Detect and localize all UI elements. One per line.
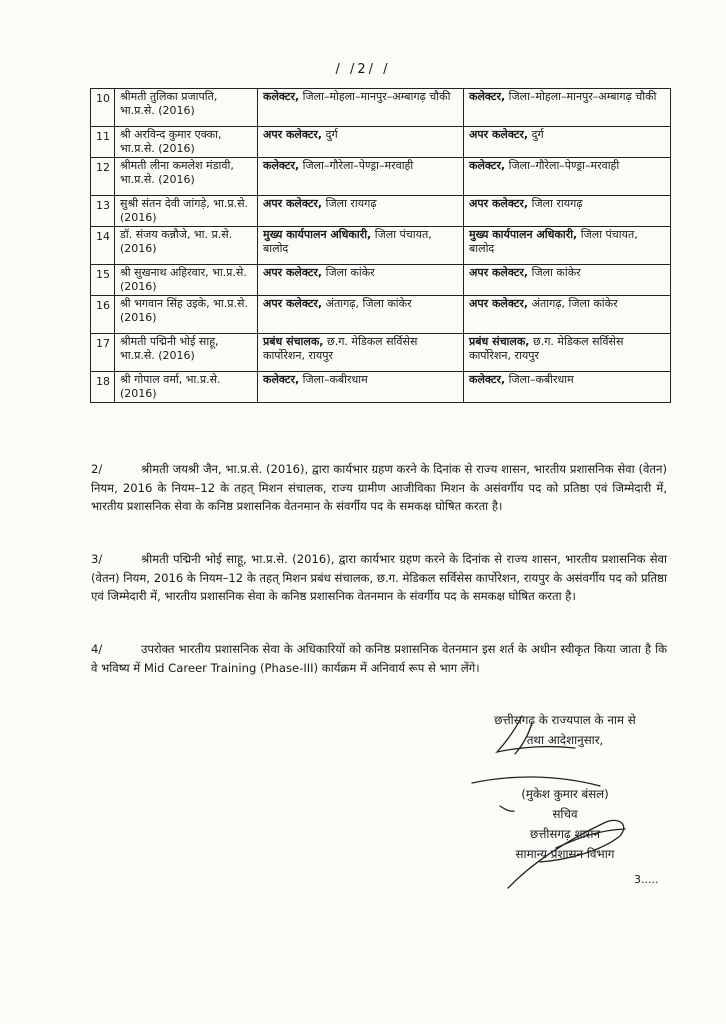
table-row bbox=[91, 127, 671, 158]
cell-text: 13 bbox=[96, 199, 110, 212]
serial-number-cell bbox=[91, 158, 115, 196]
cell-text: जिला रायगढ़ bbox=[325, 197, 377, 210]
cell-text: जिला–कबीरधाम bbox=[302, 373, 368, 386]
cell-text: सुश्री संतन देवी जांगड़े, भा.प्र.से. (2016) bbox=[120, 197, 249, 224]
new-post-cell bbox=[464, 296, 671, 334]
signatory-designation: सचिव bbox=[552, 807, 578, 821]
new-post-cell bbox=[464, 334, 671, 372]
table-row bbox=[91, 372, 671, 403]
officer-name-cell bbox=[115, 158, 258, 196]
current-post-cell bbox=[258, 296, 464, 334]
current-post-cell bbox=[258, 89, 464, 127]
cell-text: 10 bbox=[96, 92, 110, 105]
post-title: कलेक्टर, bbox=[263, 90, 300, 103]
government-name: छत्तीसगढ़ शासन bbox=[529, 827, 601, 841]
paragraph-text: श्रीमती पद्मिनी भोई साहू, भा.प्र.से. (2016), द्वारा कार्यभार ग्रहण करने के दिनांक से राज्य शासन, भारतीय प्रशासनिक सेवा (वेतन) नियम, 2016 के नियम–12 के तहत् मिशन प्रबंध संचालक, छ.ग. मेडिकल सर्विसेस कार्पोरेशन, रायपुर के असंवर्गीय पद को प्रतिष्ठा एवं जिम्मेदारी में, भारतीय प्रशासनिक सेवा के कनिष्ठ प्रशासनिक वेतनमान के संवर्गीय पद के समकक्ष घोषित करता है। bbox=[91, 552, 667, 603]
current-post-cell bbox=[258, 265, 464, 296]
cell-text: 18 bbox=[96, 375, 110, 388]
new-post-cell bbox=[464, 89, 671, 127]
cell-text: छ.ग. मेडिकल सर्विसेस कार्पोरेशन, रायपुर bbox=[263, 335, 418, 362]
serial-number-cell bbox=[91, 196, 115, 227]
cell-text: श्रीमती तुलिका प्रजापति, भा.प्र.से. (2016) bbox=[120, 90, 218, 117]
paragraph-3 bbox=[91, 550, 667, 606]
serial-number-cell bbox=[91, 296, 115, 334]
signature-block bbox=[440, 710, 690, 864]
post-title: मुख्य कार्यपालन अधिकारी, bbox=[263, 228, 372, 241]
cell-text: जिला–गौरेला–पेण्ड्रा–मरवाही bbox=[508, 159, 620, 172]
table-row bbox=[91, 89, 671, 127]
cell-text: 12 bbox=[96, 161, 110, 174]
current-post-cell bbox=[258, 127, 464, 158]
cell-text: जिला कांकेर bbox=[531, 266, 581, 279]
cell-text: श्री भगवान सिंह उइके, भा.प्र.से. (2016) bbox=[120, 297, 248, 324]
post-title: कलेक्टर, bbox=[469, 90, 506, 103]
paragraph-text: उपरोक्त भारतीय प्रशासनिक सेवा के अधिकारियों को कनिष्ठ प्रशासनिक वेतनमान इस शर्त के अधीन स्वीकृत किया जाता है कि वे भविष्य में Mid Career Training (Phase-III) कार्यक्रम में अनिवार्य रूप से भाग लेंगे। bbox=[91, 642, 667, 675]
cell-text: 17 bbox=[96, 337, 110, 350]
post-title: अपर कलेक्टर, bbox=[263, 197, 323, 210]
current-post-cell bbox=[258, 158, 464, 196]
post-title: प्रबंध संचालक, bbox=[263, 335, 324, 348]
officer-name-cell bbox=[115, 334, 258, 372]
paragraph-4 bbox=[91, 640, 667, 677]
officer-name-cell bbox=[115, 227, 258, 265]
cell-text: जिला–मोहला–मानपुर–अम्बागढ़ चौकी bbox=[302, 90, 451, 103]
department-name: सामान्य प्रशासन विभाग bbox=[515, 847, 615, 861]
paragraph-number: 4/ bbox=[91, 642, 103, 656]
post-title: मुख्य कार्यपालन अधिकारी, bbox=[469, 228, 578, 241]
cell-text: श्रीमती लीना कमलेश मंडावी, भा.प्र.से. (2016) bbox=[120, 159, 234, 186]
cell-text: श्री गोपाल वर्मा, भा.प्र.से. (2016) bbox=[120, 373, 221, 400]
current-post-cell bbox=[258, 372, 464, 403]
page-number: / /2/ / bbox=[335, 62, 391, 77]
cell-text: 15 bbox=[96, 268, 110, 281]
cell-text: छ.ग. मेडिकल सर्विसेस कार्पोरेशन, रायपुर bbox=[469, 335, 624, 362]
officer-name-cell bbox=[115, 127, 258, 158]
post-title: प्रबंध संचालक, bbox=[469, 335, 530, 348]
new-post-cell bbox=[464, 227, 671, 265]
paragraph-number: 3/ bbox=[91, 552, 103, 566]
cell-text: जिला रायगढ़ bbox=[531, 197, 583, 210]
new-post-cell bbox=[464, 196, 671, 227]
new-post-cell bbox=[464, 158, 671, 196]
current-post-cell bbox=[258, 196, 464, 227]
cell-text: श्रीमती पद्मिनी भोई साहू, भा.प्र.से. (2016) bbox=[120, 335, 219, 362]
cell-text: जिला–गौरेला–पेण्ड्रा–मरवाही bbox=[302, 159, 414, 172]
table-row bbox=[91, 227, 671, 265]
current-post-cell bbox=[258, 334, 464, 372]
cell-text: श्री अरविन्द कुमार एक्का, भा.प्र.से. (2016) bbox=[120, 128, 222, 155]
officer-transfer-table bbox=[90, 88, 671, 403]
post-title: अपर कलेक्टर, bbox=[263, 266, 323, 279]
officer-name-cell bbox=[115, 196, 258, 227]
paragraph-number: 2/ bbox=[91, 462, 103, 476]
next-page-marker: 3..... bbox=[634, 873, 659, 886]
serial-number-cell bbox=[91, 334, 115, 372]
table-row bbox=[91, 196, 671, 227]
cell-text: 11 bbox=[96, 130, 110, 143]
post-title: अपर कलेक्टर, bbox=[263, 297, 323, 310]
cell-text: दुर्ग bbox=[325, 128, 338, 141]
officer-name-cell bbox=[115, 372, 258, 403]
cell-text: श्री सुखनाथ अहिरवार, भा.प्र.से. (2016) bbox=[120, 266, 247, 293]
post-title: कलेक्टर, bbox=[263, 159, 300, 172]
officer-name-cell bbox=[115, 296, 258, 334]
serial-number-cell bbox=[91, 127, 115, 158]
serial-number-cell bbox=[91, 265, 115, 296]
cell-text: 14 bbox=[96, 230, 110, 243]
table-row bbox=[91, 334, 671, 372]
cell-text: जिला कांकेर bbox=[325, 266, 375, 279]
authority-line: छत्तीसगढ़ के राज्यपाल के नाम से bbox=[494, 713, 636, 727]
cell-text: जिला पंचायत, बालोद bbox=[263, 228, 432, 255]
table-row bbox=[91, 296, 671, 334]
table-row bbox=[91, 158, 671, 196]
cell-text: जिला–मोहला–मानपुर–अम्बागढ़ चौकी bbox=[508, 90, 657, 103]
cell-text: 16 bbox=[96, 299, 110, 312]
post-title: कलेक्टर, bbox=[469, 373, 506, 386]
cell-text: अंतागढ़, जिला कांकेर bbox=[325, 297, 412, 310]
post-title: अपर कलेक्टर, bbox=[469, 197, 529, 210]
table-row bbox=[91, 265, 671, 296]
post-title: अपर कलेक्टर, bbox=[469, 128, 529, 141]
cell-text: डॉ. संजय कन्नौजे, भा. प्र.से. (2016) bbox=[120, 228, 233, 255]
cell-text: अंतागढ़, जिला कांकेर bbox=[531, 297, 618, 310]
serial-number-cell bbox=[91, 89, 115, 127]
paragraph-2 bbox=[91, 460, 667, 516]
new-post-cell bbox=[464, 265, 671, 296]
paragraph-text: श्रीमती जयश्री जैन, भा.प्र.से. (2016), द्वारा कार्यभार ग्रहण करने के दिनांक से राज्य शासन, भारतीय प्रशासनिक सेवा (वेतन) नियम, 2016 के नियम–12 के तहत् मिशन संचालक, राज्य ग्रामीण आजीविका मिशन के असंवर्गीय पद को प्रतिष्ठा एवं जिम्मेदारी में, भारतीय प्रशासनिक सेवा के कनिष्ठ प्रशासनिक वेतनमान के संवर्गीय पद के समकक्ष घोषित करता है। bbox=[91, 462, 667, 513]
post-title: कलेक्टर, bbox=[469, 159, 506, 172]
current-post-cell bbox=[258, 227, 464, 265]
signatory-name: (मुकेश कुमार बंसल) bbox=[521, 787, 609, 801]
officer-name-cell bbox=[115, 89, 258, 127]
post-title: अपर कलेक्टर, bbox=[469, 297, 529, 310]
cell-text: जिला पंचायत, बालोद bbox=[469, 228, 638, 255]
cell-text: जिला–कबीरधाम bbox=[508, 373, 574, 386]
post-title: अपर कलेक्टर, bbox=[469, 266, 529, 279]
post-title: अपर कलेक्टर, bbox=[263, 128, 323, 141]
post-title: कलेक्टर, bbox=[263, 373, 300, 386]
serial-number-cell bbox=[91, 372, 115, 403]
new-post-cell bbox=[464, 127, 671, 158]
serial-number-cell bbox=[91, 227, 115, 265]
cell-text: दुर्ग bbox=[531, 128, 544, 141]
officer-name-cell bbox=[115, 265, 258, 296]
new-post-cell bbox=[464, 372, 671, 403]
order-line: तथा आदेशानुसार, bbox=[526, 733, 604, 747]
